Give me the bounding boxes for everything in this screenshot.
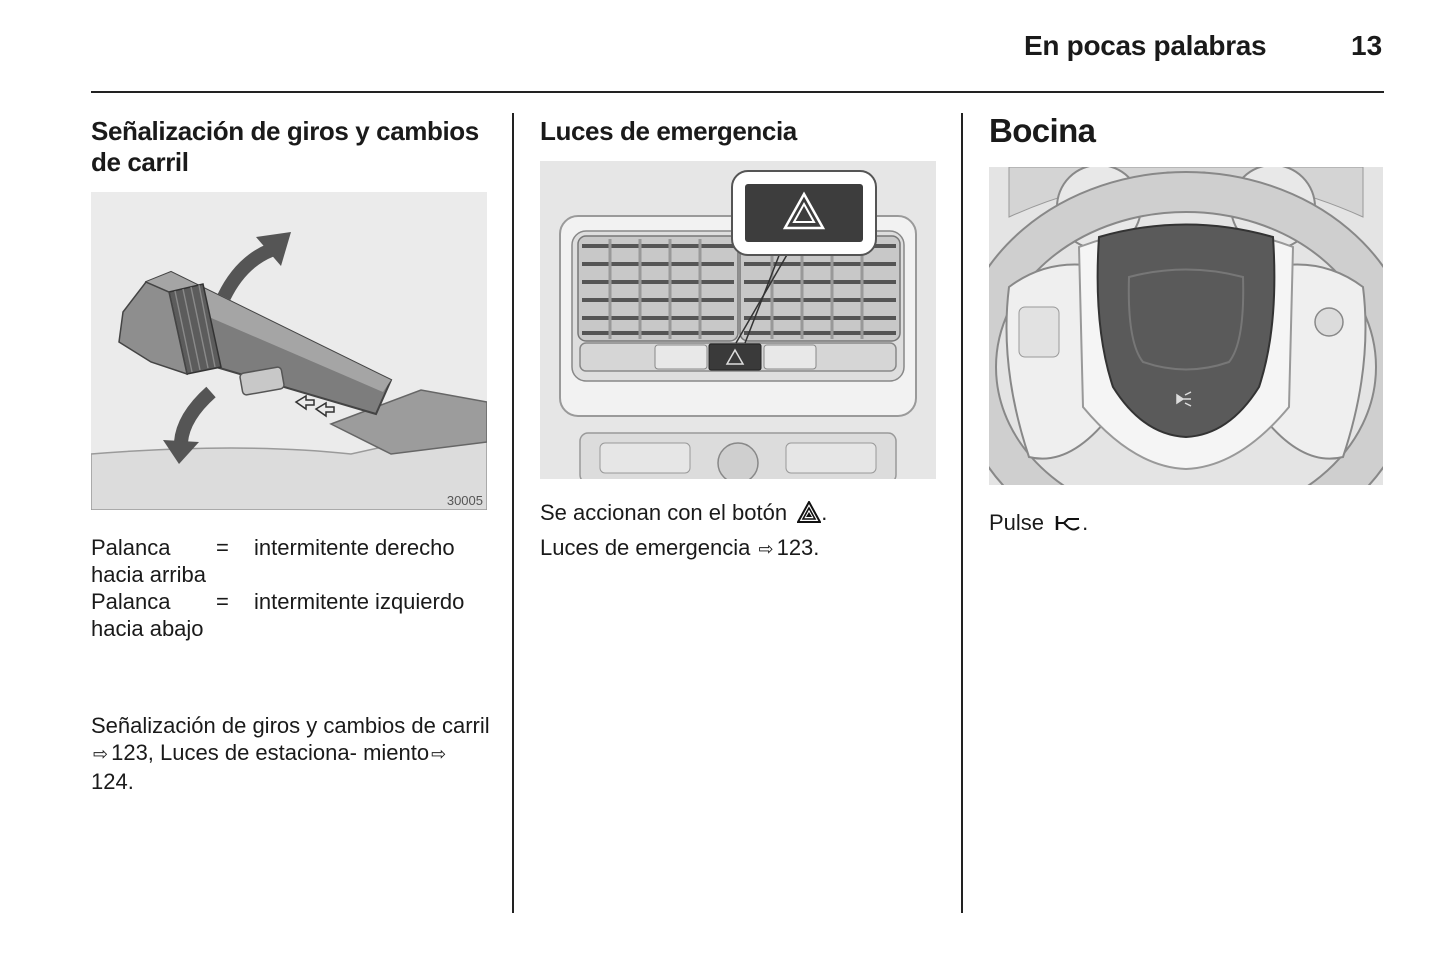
reference-text: Luces de emergencia bbox=[540, 535, 751, 560]
steering-wheel-illustration bbox=[989, 167, 1383, 485]
definition-row bbox=[91, 588, 464, 642]
hazard-reference-line bbox=[540, 534, 940, 563]
definition-row bbox=[91, 534, 464, 588]
hazard-triangle-icon bbox=[797, 501, 821, 523]
running-header-title: En pocas palabras bbox=[1024, 30, 1267, 61]
reference-text: Señalización de giros y cambios de carril bbox=[91, 713, 490, 738]
horn-text bbox=[989, 509, 1088, 536]
definition-term: Palanca hacia arriba bbox=[91, 535, 206, 587]
header-rule bbox=[91, 91, 1384, 93]
arrow-right-outline-icon: ⇨ bbox=[93, 744, 109, 764]
hazard-lights-text bbox=[540, 499, 940, 563]
figure-code: 30005 bbox=[446, 493, 483, 508]
cross-reference-paragraph bbox=[91, 712, 491, 795]
turn-signal-lever-illustration bbox=[91, 192, 487, 510]
horn-text-punctuation: . bbox=[1082, 510, 1089, 535]
page-reference-link[interactable]: 124. bbox=[91, 769, 134, 794]
definition-description: intermitente izquierdo bbox=[254, 589, 465, 614]
lever-definition-table bbox=[91, 534, 464, 642]
horn-icon bbox=[1054, 513, 1082, 533]
definition-description: intermitente derecho bbox=[254, 535, 455, 560]
arrow-right-outline-icon: ⇨ bbox=[431, 744, 447, 764]
section-heading-hazard-lights: Luces de emergencia bbox=[540, 116, 797, 146]
arrow-right-outline-icon: ⇨ bbox=[758, 539, 774, 559]
section-heading-horn: Bocina bbox=[989, 112, 1096, 149]
page-reference-link[interactable]: 123, Luces de estaciona- bbox=[111, 740, 357, 765]
section-heading-turn-signals: Señalización de giros y cambios de carril bbox=[91, 116, 479, 177]
horn-instruction: Pulse bbox=[989, 510, 1045, 535]
hazard-switch-illustration bbox=[540, 161, 936, 479]
hazard-text: Se accionan con el botón bbox=[540, 500, 788, 525]
hazard-text-punctuation: . bbox=[821, 500, 828, 525]
column-divider-1 bbox=[512, 113, 514, 913]
definition-term: Palanca hacia abajo bbox=[91, 589, 204, 641]
page-number: 13 bbox=[1351, 30, 1383, 61]
definition-equals: = bbox=[216, 535, 229, 560]
column-divider-2 bbox=[961, 113, 963, 913]
definition-equals: = bbox=[216, 589, 229, 614]
reference-text: miento bbox=[363, 740, 430, 765]
hazard-text-line bbox=[540, 499, 940, 526]
page-reference-link[interactable]: 123. bbox=[776, 535, 820, 560]
